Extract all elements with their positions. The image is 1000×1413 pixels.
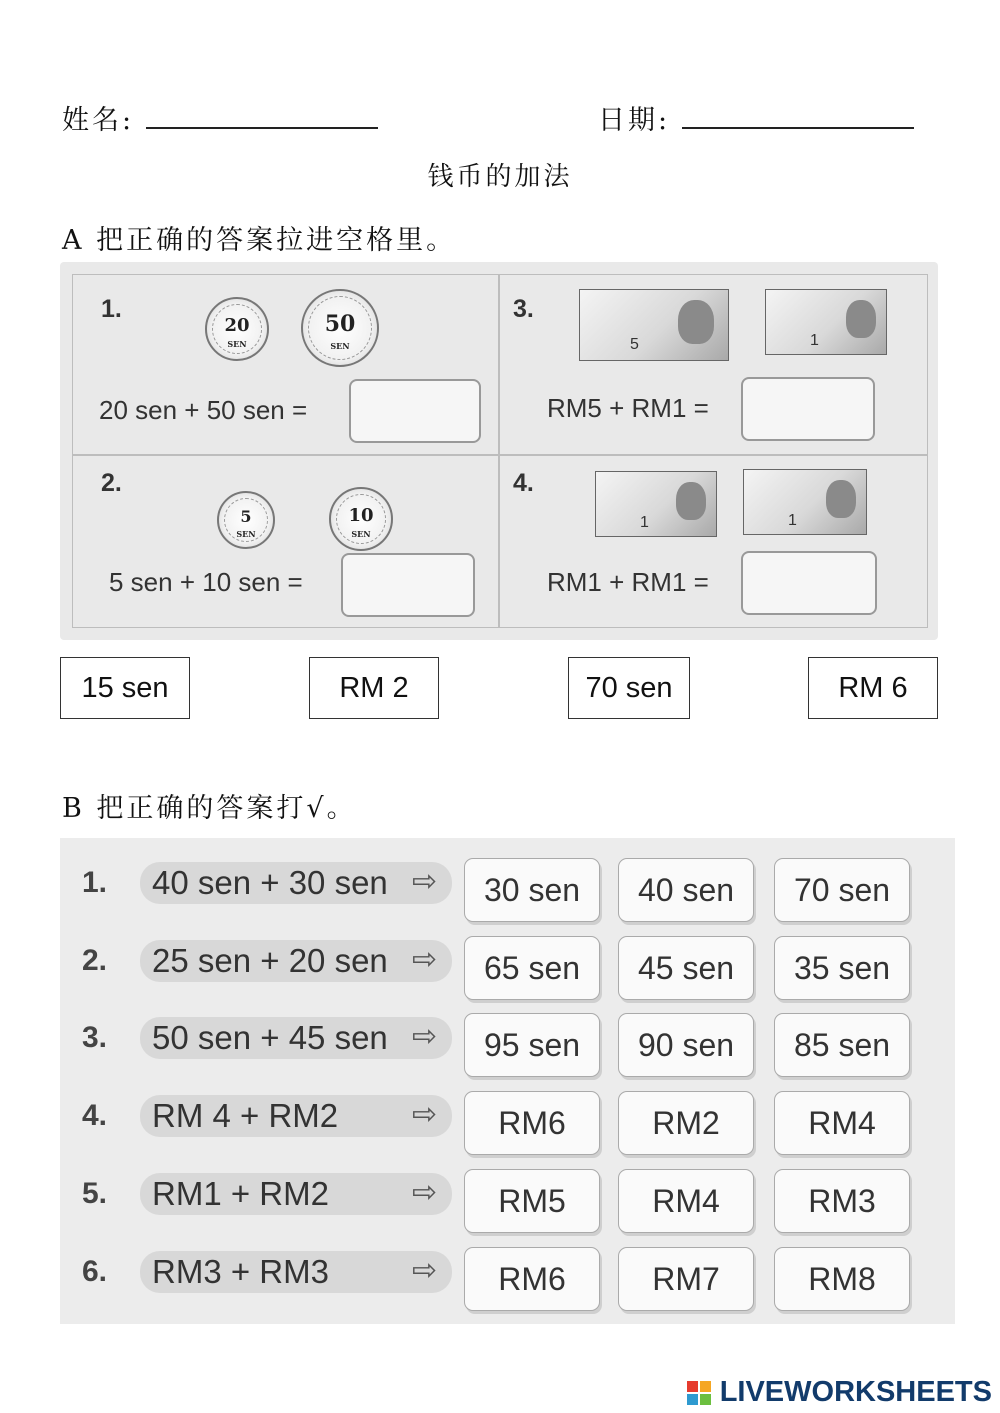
option-button[interactable]: 45 sen xyxy=(618,936,754,1000)
answer-chip-15-sen[interactable]: 15 sen xyxy=(60,657,190,719)
list-item xyxy=(60,1159,955,1229)
date-label: 日期: xyxy=(598,105,671,136)
arrow-right-icon: ⇨ xyxy=(412,1175,438,1210)
option-button[interactable]: RM6 xyxy=(464,1091,600,1155)
name-label: 姓名: xyxy=(62,105,135,136)
option-button[interactable]: 70 sen xyxy=(774,858,910,922)
option-button[interactable]: 35 sen xyxy=(774,936,910,1000)
question-number: 2. xyxy=(101,469,122,497)
option-button[interactable]: 65 sen xyxy=(464,936,600,1000)
question-1-cell xyxy=(72,274,500,456)
question-3-cell xyxy=(498,274,928,456)
logo-icon xyxy=(687,1381,711,1405)
equation: RM1 + RM1 = xyxy=(547,567,709,597)
arrow-right-icon: ⇨ xyxy=(412,1097,438,1132)
question-number: 4. xyxy=(82,1099,108,1132)
option-button[interactable]: RM4 xyxy=(618,1169,754,1233)
option-button[interactable]: 30 sen xyxy=(464,858,600,922)
option-button[interactable]: RM7 xyxy=(618,1247,754,1311)
coin-icon: 5 SEN xyxy=(217,491,275,549)
answer-drop-box-3[interactable] xyxy=(741,377,875,441)
name-field xyxy=(62,98,378,137)
answer-chip-rm-6[interactable]: RM 6 xyxy=(808,657,938,719)
list-item xyxy=(60,1237,955,1307)
banknote-icon: 1 xyxy=(595,471,717,537)
answer-drop-box-2[interactable] xyxy=(341,553,475,617)
answer-drop-box-1[interactable] xyxy=(349,379,481,443)
option-button[interactable]: RM8 xyxy=(774,1247,910,1311)
equation: 20 sen + 50 sen = xyxy=(99,395,308,425)
option-button[interactable]: RM3 xyxy=(774,1169,910,1233)
option-button[interactable]: RM4 xyxy=(774,1091,910,1155)
question-number: 2. xyxy=(82,944,108,977)
page-title: 钱币的加法 xyxy=(427,162,573,192)
banknote-icon: 1 xyxy=(743,469,867,535)
list-item xyxy=(60,1003,955,1073)
coin-icon: 20 SEN xyxy=(205,297,269,361)
expression: 50 sen + 45 sen xyxy=(152,1019,388,1056)
question-number: 5. xyxy=(82,1177,108,1210)
answer-drop-box-4[interactable] xyxy=(741,551,877,615)
coin-icon: 50 SEN xyxy=(301,289,379,367)
question-number: 6. xyxy=(82,1255,108,1288)
answer-chip-70-sen[interactable]: 70 sen xyxy=(568,657,690,719)
list-item xyxy=(60,1081,955,1151)
arrow-right-icon: ⇨ xyxy=(412,1019,438,1054)
expression: 40 sen + 30 sen xyxy=(152,864,388,901)
coin-icon: 10 SEN xyxy=(329,487,393,551)
option-button[interactable]: RM6 xyxy=(464,1247,600,1311)
banknote-icon: 5 xyxy=(579,289,729,361)
date-blank[interactable] xyxy=(682,105,914,129)
name-blank[interactable] xyxy=(146,105,378,129)
option-button[interactable]: RM2 xyxy=(618,1091,754,1155)
expression: 25 sen + 20 sen xyxy=(152,942,388,979)
expression: RM 4 + RM2 xyxy=(152,1097,339,1134)
question-number: 4. xyxy=(513,469,534,497)
section-b-panel xyxy=(60,838,955,1324)
brand-name: LIVEWORKSHEETS xyxy=(719,1376,992,1408)
answer-chip-rm-2[interactable]: RM 2 xyxy=(309,657,439,719)
question-number: 1. xyxy=(101,295,122,323)
equation: 5 sen + 10 sen = xyxy=(109,567,303,597)
option-button[interactable]: 90 sen xyxy=(618,1013,754,1077)
arrow-right-icon: ⇨ xyxy=(412,1253,438,1288)
arrow-right-icon: ⇨ xyxy=(412,942,438,977)
expression: RM3 + RM3 xyxy=(152,1253,329,1290)
section-a-panel xyxy=(60,262,938,640)
question-number: 1. xyxy=(82,866,108,899)
question-2-cell xyxy=(72,454,500,628)
list-item xyxy=(60,848,955,918)
banknote-icon: 1 xyxy=(765,289,887,355)
option-button[interactable]: 85 sen xyxy=(774,1013,910,1077)
section-a-instruction: A 把正确的答案拉进空格里。 xyxy=(62,225,457,256)
question-number: 3. xyxy=(82,1021,108,1054)
section-b-instruction: B 把正确的答案打√。 xyxy=(62,793,357,824)
arrow-right-icon: ⇨ xyxy=(412,864,438,899)
equation: RM5 + RM1 = xyxy=(547,393,709,423)
question-4-cell xyxy=(498,454,928,628)
expression: RM1 + RM2 xyxy=(152,1175,329,1212)
option-button[interactable]: 40 sen xyxy=(618,858,754,922)
option-button[interactable]: RM5 xyxy=(464,1169,600,1233)
liveworksheets-logo xyxy=(687,1376,992,1410)
list-item xyxy=(60,926,955,996)
date-field xyxy=(598,98,914,137)
option-button[interactable]: 95 sen xyxy=(464,1013,600,1077)
question-number: 3. xyxy=(513,295,534,323)
